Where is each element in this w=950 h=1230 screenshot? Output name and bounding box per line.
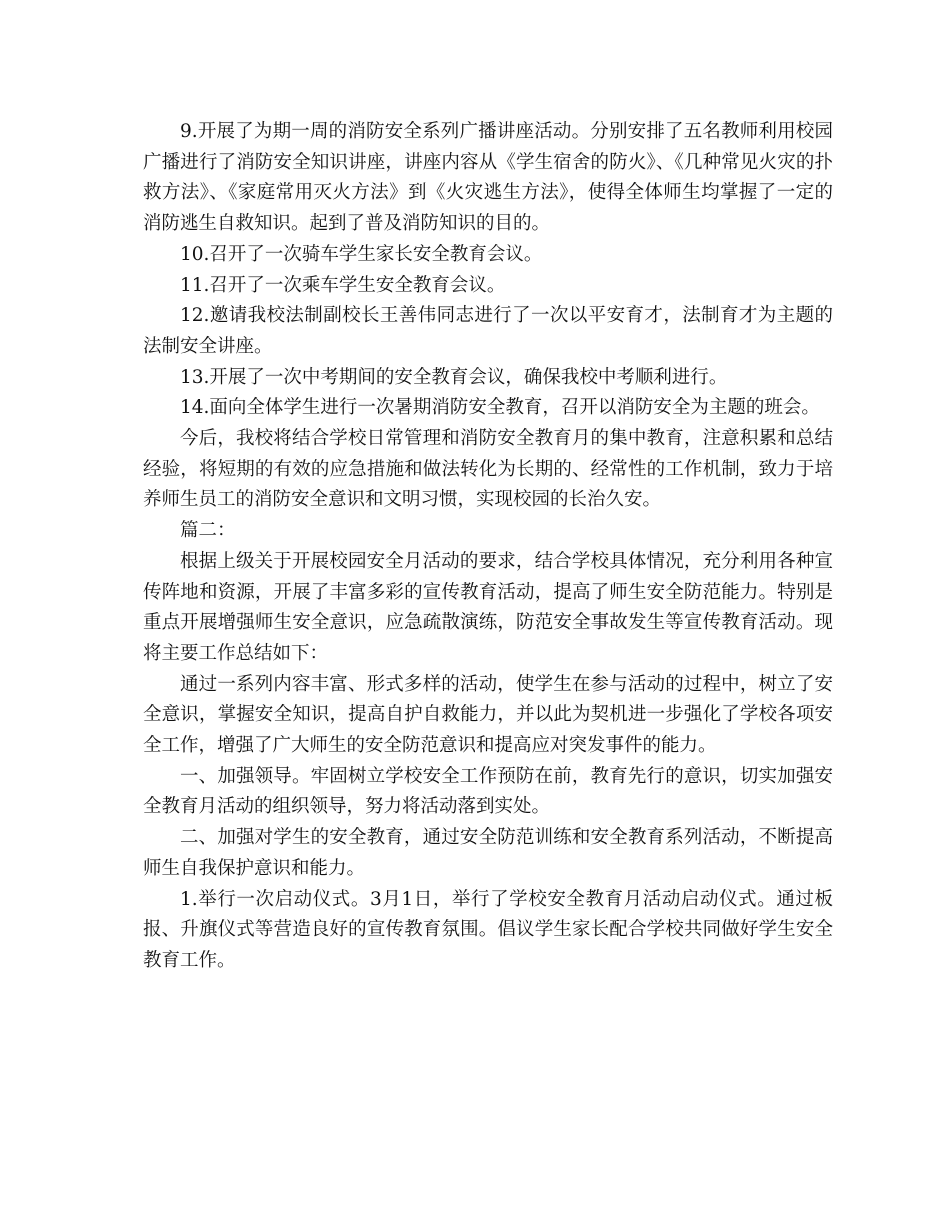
paragraph-activities-outcome: 通过一系列内容丰富、形式多样的活动，使学生在参与活动的过程中，树立了安全意识，掌握安全知识，提高自护自救能力，并以此为契机进一步强化了学校各项安全工作，增强了广大师生的安全防范意识和提高应对突发事件的能力。	[143, 673, 833, 757]
paragraph-part-two-intro: 根据上级关于开展校园安全月活动的要求，结合学校具体情况，充分利用各种宣传阵地和资源，开展了丰富多彩的宣传教育活动，提高了师生安全防范能力。特别是重点开展增强师生安全意识，应急疏散演练，防范安全事故发生等宣传教育活动。现将主要工作总结如下：	[143, 550, 833, 664]
paragraph-item-11-bus-students-meeting: 11.召开了一次乘车学生安全教育会议。	[180, 274, 506, 296]
section-heading-part-two: 篇二：	[180, 520, 236, 542]
paragraph-item-1-launch-ceremony: 1.举行一次启动仪式。3月1日，举行了学校安全教育月活动启动仪式。通过板报、升旗仪式等营造良好的宣传教育氛围。倡议学生家长配合学校共同做好学生安全教育工作。	[143, 888, 833, 971]
paragraph-item-13-exam-safety-meeting: 13.开展了一次中考期间的安全教育会议，确保我校中考顺利进行。	[180, 366, 728, 388]
paragraph-point-two-education: 二、加强对学生的安全教育，通过安全防范训练和安全教育系列活动，不断提高师生自我保护意识和能力。	[143, 827, 833, 879]
paragraph-item-9-broadcast-lectures: 9.开展了为期一周的消防安全系列广播讲座活动。分别安排了五名教师利用校园广播进行了消防安全知识讲座，讲座内容从《学生宿舍的防火》、《几种常见火灾的扑救方法》、《家庭常用灭火方法》到《火灾逃生方法》，使得全体师生均掌握了一定的消防逃生自救知识。起到了普及消防知识的目的。	[143, 121, 833, 235]
document-body	[143, 117, 833, 977]
paragraph-point-one-leadership: 一、加强领导。牢固树立学校安全工作预防在前，教育先行的意识，切实加强安全教育月活动的组织领导，努力将活动落到实处。	[143, 765, 833, 818]
paragraph-future-plan: 今后，我校将结合学校日常管理和消防安全教育月的集中教育，注意积累和总结经验，将短期的有效的应急措施和做法转化为长期的、经常性的工作机制，致力于培养师生员工的消防安全意识和文明习惯，实现校园的长治久安。	[143, 428, 833, 511]
paragraph-item-10-cycling-parents-meeting: 10.召开了一次骑车学生家长安全教育会议。	[180, 243, 543, 265]
paragraph-item-12-legal-lecture: 12.邀请我校法制副校长王善伟同志进行了一次以平安育才，法制育才为主题的法制安全讲座。	[143, 305, 833, 357]
paragraph-item-14-summer-fire-education: 14.面向全体学生进行一次暑期消防安全教育，召开以消防安全为主题的班会。	[180, 397, 820, 419]
